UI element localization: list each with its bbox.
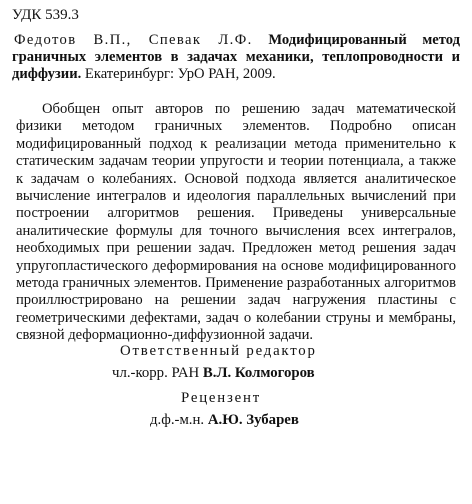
editor-name: В.Л. Колмогоров (202, 365, 315, 381)
reviewer-heading: Рецензент (181, 390, 262, 406)
editor-title: чл.-корр. РАН (112, 365, 200, 381)
udk-code: УДК 539.3 (12, 7, 79, 23)
editor-heading: Ответственный редактор (120, 343, 317, 359)
reviewer-line (150, 411, 299, 429)
reviewer-name: А.Ю. Зубарев (207, 412, 299, 428)
reviewer-title: д.ф.-м.н. (150, 412, 205, 428)
editor-line (112, 364, 315, 382)
book-imprint: Екатеринбург: УрО РАН, 2009. (84, 66, 276, 83)
book-title: Модифицированный метод граничных элементов в задачах механики, теплопроводности и диффузии. (12, 32, 460, 83)
bibliographic-record (12, 32, 460, 84)
abstract-paragraph: Обобщен опыт авторов по решению задач математической физики методом граничных элементов. Подробно описан модифицированный подход к реализации метода применительно к статическим задачам теории упругости и теории потенциала, а также к задачам о колебаниях. Основой подхода является аналитическое вычисление интегралов и идеология параллельных вычислений при построении алгоритмов решения. Приведены универсальные аналитические формулы для точного вычисления всех интегралов, необходимых при решении задач. Предложен метод решения задач упругопластического деформирования на основе модифицированного метода граничных элементов. Применение разработанных алгоритмов проиллюстрировано на решении задач нагружения пластины с геометрическими дефектами, задач о колебании струны и мембраны, связной деформационно-диффузионной задачи. (16, 101, 456, 344)
book-authors: Федотов В.П., Спевак Л.Ф. (14, 32, 253, 48)
